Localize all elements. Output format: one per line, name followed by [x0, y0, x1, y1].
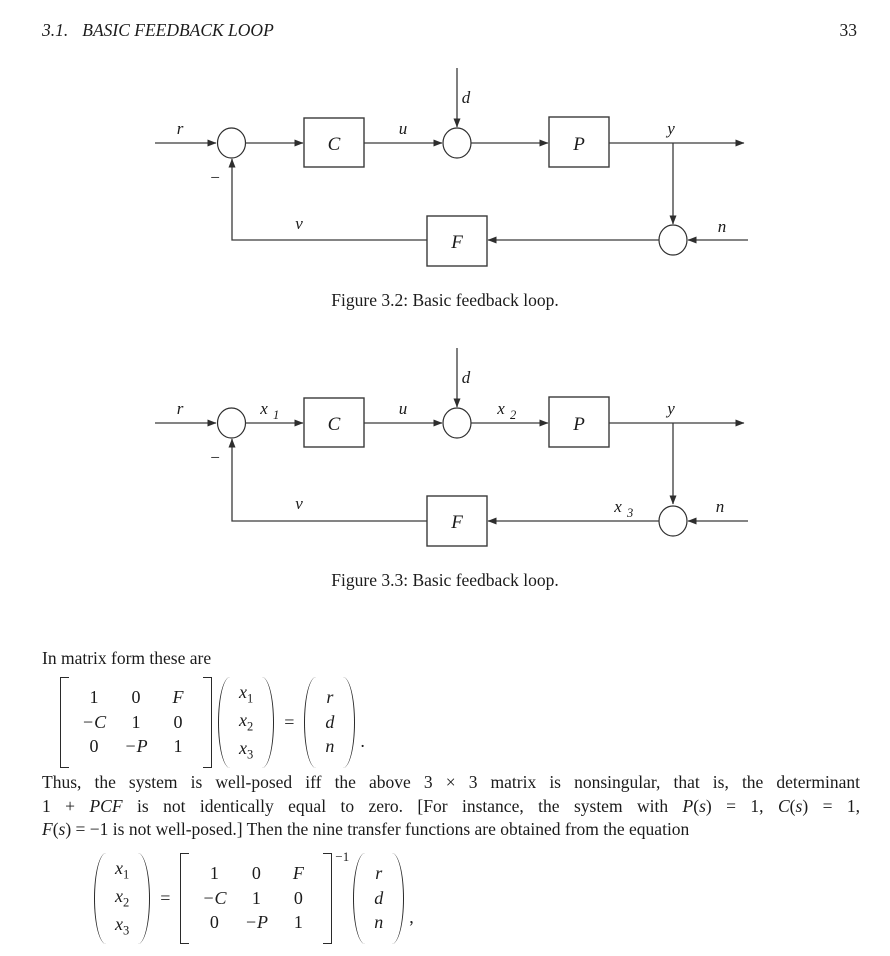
- signal-label-n: n: [717, 217, 727, 236]
- summing-junction-input: [218, 128, 246, 158]
- signal-label-x1-sub: 1: [273, 408, 280, 422]
- equation-comma: ,: [409, 906, 414, 927]
- page-number: 33: [839, 20, 857, 40]
- matrix-cell: −C: [81, 711, 107, 732]
- right-square-bracket: [323, 853, 332, 944]
- block-P-label: P: [573, 134, 585, 155]
- page-header: [42, 20, 857, 41]
- matrix-cell: −P: [124, 736, 148, 757]
- matrix-cell: 0: [173, 711, 183, 732]
- right-square-bracket: [203, 677, 212, 768]
- matrix-cell: 0: [89, 736, 99, 757]
- section-header: [42, 20, 274, 41]
- signal-label-x3-sub: 3: [627, 506, 634, 520]
- vector-entry: d: [374, 887, 384, 908]
- vector-entry: $x_2$: [115, 886, 130, 910]
- signal-label-r: r: [176, 399, 184, 418]
- matrix-cell: 1: [173, 736, 183, 757]
- signal-label-d: d: [461, 368, 471, 387]
- block-P-label: P: [573, 414, 585, 435]
- right-paren: [138, 853, 150, 944]
- feedback-line-v: [232, 439, 427, 521]
- left-square-bracket: [180, 853, 189, 944]
- vector-entry: r: [375, 863, 383, 884]
- minus-sign: −: [209, 448, 221, 467]
- left-paren: [353, 853, 365, 944]
- signal-label-d: d: [461, 88, 471, 107]
- figure-3-3-caption: Figure 3.3: Basic feedback loop.: [331, 570, 559, 590]
- left-paren: [304, 677, 316, 768]
- paragraph: [42, 771, 860, 842]
- signal-label-y: y: [667, 119, 675, 138]
- vector-entry: d: [325, 711, 335, 732]
- summing-junction-disturbance: [443, 128, 471, 158]
- matrix-cell: 1: [293, 912, 303, 933]
- right-paren: [343, 677, 355, 768]
- block-C-label: C: [327, 414, 341, 435]
- vector-entry: $x_3$: [115, 914, 130, 938]
- matrix-cell: 0: [131, 687, 141, 708]
- equation-period: .: [360, 730, 365, 751]
- figure-3-2-caption: Figure 3.2: Basic feedback loop.: [331, 290, 559, 310]
- signal-label-y: y: [667, 399, 675, 418]
- minus-sign: −: [209, 168, 221, 187]
- matrix-cell: −C: [202, 887, 227, 908]
- inverse-exponent: −1: [335, 849, 350, 864]
- right-paren: [262, 677, 274, 768]
- summing-junction-input: [218, 408, 246, 438]
- intro-sentence: In matrix form these are: [42, 648, 212, 668]
- matrix-cell: 1: [131, 711, 141, 732]
- figure-3-3-diagram: [0, 340, 890, 570]
- matrix-cell: 0: [209, 912, 219, 933]
- matrix-cell: 0: [293, 887, 303, 908]
- right-paren: [392, 853, 404, 944]
- matrix-equation-1: [60, 677, 365, 768]
- signal-label-n: n: [715, 497, 725, 516]
- section-title: BASIC FEEDBACK LOOP: [82, 20, 274, 40]
- matrix-cell: F: [292, 863, 304, 884]
- block-F-label: F: [451, 232, 463, 253]
- summing-junction-disturbance: [443, 408, 471, 438]
- section-number: 3.1.: [42, 20, 69, 40]
- vector-entry: n: [374, 912, 384, 933]
- signal-label-u: u: [398, 119, 408, 138]
- matrix-cell: 1: [251, 887, 261, 908]
- vector-entry: $x_1$: [115, 858, 130, 882]
- equals-sign: =: [284, 711, 295, 732]
- coefficient-matrix: [189, 858, 323, 938]
- signal-label-r: r: [176, 119, 184, 138]
- input-vector: [365, 858, 392, 938]
- state-vector: [106, 853, 138, 944]
- coefficient-matrix: [69, 682, 203, 762]
- matrix-cell: F: [172, 687, 184, 708]
- signal-label-x2-sub: 2: [510, 408, 517, 422]
- signal-label-v: v: [295, 494, 303, 513]
- summing-junction-noise: [659, 506, 687, 536]
- matrix-cell: 1: [209, 863, 219, 884]
- equals-sign: =: [160, 887, 171, 908]
- state-vector: [230, 677, 262, 768]
- matrix-cell: 0: [251, 863, 261, 884]
- signal-label-x2: x: [497, 399, 505, 418]
- matrix-cell: 1: [89, 687, 99, 708]
- signal-label-v: v: [295, 214, 303, 233]
- left-paren: [94, 853, 106, 944]
- paragraph-line: F(s) = −1 is not well-posed.] Then the nine transfer functions are obtained from the equation: [42, 819, 690, 839]
- vector-entry: $x_2$: [239, 710, 254, 734]
- paragraph-line: Thus, the system is well-posed iff the above 3 × 3 matrix is nonsingular, that is, the determinant: [42, 772, 860, 792]
- vector-entry: $x_1$: [239, 682, 254, 706]
- signal-label-x3: x: [614, 497, 622, 516]
- vector-entry: n: [325, 736, 335, 757]
- block-C-label: C: [327, 134, 341, 155]
- block-F-label: F: [451, 512, 463, 533]
- signal-label-x1: x: [260, 399, 268, 418]
- input-vector: [316, 682, 343, 762]
- figure-3-2-diagram: [0, 60, 890, 290]
- vector-entry: r: [326, 687, 334, 708]
- left-paren: [218, 677, 230, 768]
- summing-junction-noise: [659, 225, 687, 255]
- signal-label-u: u: [398, 399, 408, 418]
- matrix-equation-2: [94, 849, 414, 944]
- vector-entry: $x_3$: [239, 738, 254, 762]
- paragraph-line: 1 + PCF is not identically equal to zero. [For instance, the system with P(s) = 1, C(s) = 1,: [42, 795, 860, 816]
- left-square-bracket: [60, 677, 69, 768]
- matrix-cell: −P: [244, 912, 268, 933]
- feedback-line-v: [232, 159, 427, 240]
